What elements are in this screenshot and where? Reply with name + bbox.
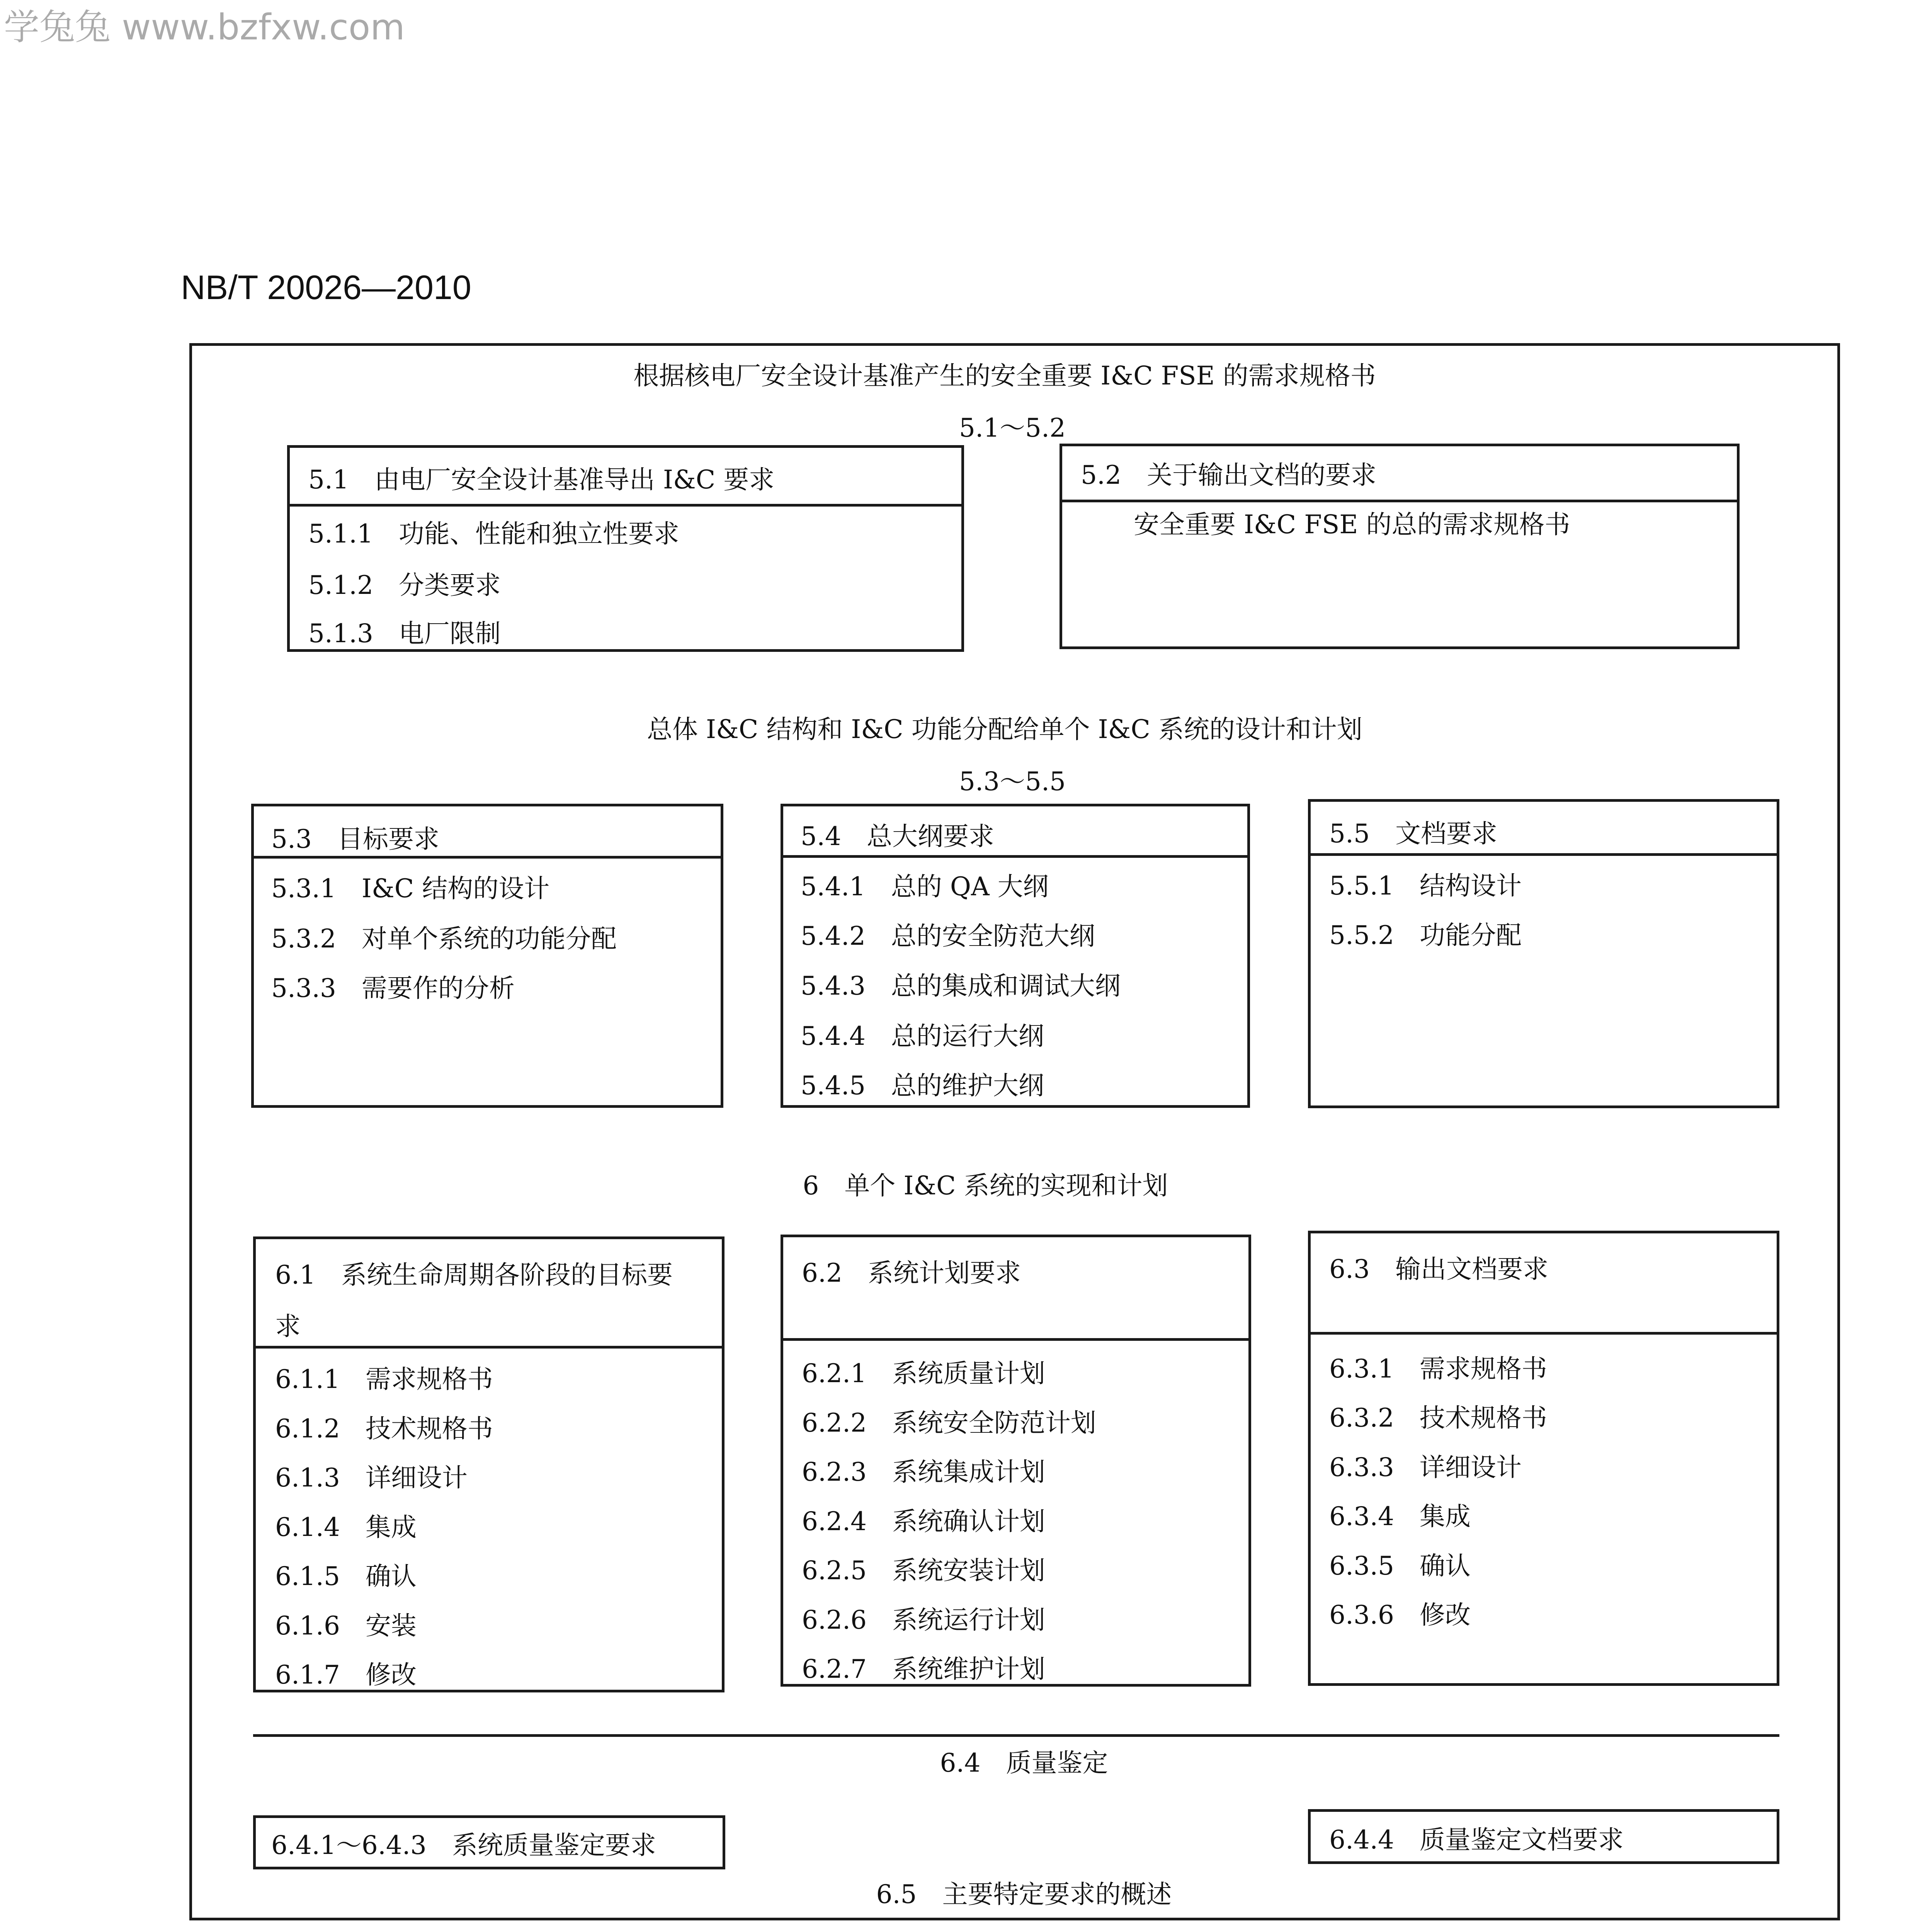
box-5-1-item: 5.1.3 电厂限制	[308, 619, 501, 648]
box-5-2	[1060, 444, 1740, 649]
box-6-1-item: 6.1.6 安装	[275, 1611, 417, 1641]
section-6-title: 6 单个 I&C 系统的实现和计划	[803, 1171, 1168, 1201]
box-5-4-item: 5.4.1 总的 QA 大纲	[801, 872, 1049, 901]
divider	[253, 1734, 1779, 1737]
box-6-2	[781, 1235, 1251, 1687]
box-6-2-item: 6.2.5 系统安装计划	[802, 1556, 1045, 1585]
box-6-2-title: 6.2 系统计划要求	[802, 1258, 1021, 1288]
box-6-1-item: 6.1.2 技术规格书	[275, 1414, 493, 1444]
box-5-4-title: 5.4 总大纲要求	[801, 821, 994, 851]
top-title: 根据核电厂安全设计基准产生的安全重要 I&C FSE 的需求规格书	[633, 361, 1376, 391]
box-5-3	[251, 804, 723, 1108]
box-6-4-4-label: 6.4.4 质量鉴定文档要求	[1329, 1825, 1624, 1855]
watermark: 学兔兔 www.bzfxw.com	[4, 7, 405, 48]
box-5-1	[287, 445, 964, 652]
box-6-1-title: 6.1 系统生命周期各阶段的目标要	[275, 1260, 673, 1290]
box-6-2-item: 6.2.7 系统维护计划	[802, 1654, 1045, 1684]
box-5-4-item: 5.4.3 总的集成和调试大纲	[801, 971, 1121, 1001]
box-6-1-item: 6.1.3 详细设计	[275, 1463, 468, 1493]
box-6-1-title-cont: 求	[275, 1311, 301, 1341]
box-5-4-item: 5.4.2 总的安全防范大纲	[801, 921, 1095, 951]
box-6-1-item: 6.1.4 集成	[275, 1512, 417, 1542]
box-5-2-title: 5.2 关于输出文档的要求	[1081, 460, 1376, 490]
box-5-4	[781, 804, 1250, 1108]
standard-number: NB/T 20026—2010	[181, 268, 471, 306]
box-6-2-item: 6.2.3 系统集成计划	[802, 1457, 1045, 1487]
box-6-1-item: 6.1.5 确认	[275, 1561, 417, 1591]
box-5-4-item: 5.4.5 总的维护大纲	[801, 1071, 1044, 1100]
box-6-2-item: 6.2.6 系统运行计划	[802, 1605, 1045, 1635]
box-5-5-title: 5.5 文档要求	[1329, 819, 1497, 849]
box-5-1-item: 5.1.1 功能、性能和独立性要求	[308, 519, 679, 549]
section-6-4-title: 6.4 质量鉴定	[940, 1748, 1108, 1778]
box-6-3-item: 6.3.1 需求规格书	[1329, 1354, 1547, 1384]
top-range: 5.1～5.2	[959, 413, 1066, 443]
box-5-3-item: 5.3.1 I&C 结构的设计	[271, 874, 550, 903]
box-6-3-item: 6.3.4 集成	[1329, 1502, 1471, 1531]
box-5-3-item: 5.3.2 对单个系统的功能分配	[271, 924, 617, 954]
box-6-3	[1308, 1231, 1779, 1686]
box-5-5	[1308, 799, 1779, 1108]
box-5-5-item: 5.5.1 结构设计	[1329, 871, 1522, 901]
box-6-4-1-label: 6.4.1～6.4.3 系统质量鉴定要求	[271, 1830, 656, 1860]
box-5-1-title: 5.1 由电厂安全设计基准导出 I&C 要求	[308, 465, 775, 495]
box-6-2-item: 6.2.4 系统确认计划	[802, 1507, 1045, 1536]
box-6-2-item: 6.2.2 系统安全防范计划	[802, 1408, 1096, 1438]
mid-title: 总体 I&C 结构和 I&C 功能分配给单个 I&C 系统的设计和计划	[647, 714, 1362, 744]
box-6-3-item: 6.3.3 详细设计	[1329, 1452, 1522, 1482]
box-5-2-item: 安全重要 I&C FSE 的总的需求规格书	[1134, 510, 1570, 539]
box-6-2-item: 6.2.1 系统质量计划	[802, 1359, 1045, 1388]
box-5-5-item: 5.5.2 功能分配	[1329, 920, 1522, 950]
box-6-1-item: 6.1.1 需求规格书	[275, 1364, 493, 1394]
box-5-4-item: 5.4.4 总的运行大纲	[801, 1021, 1044, 1051]
box-6-3-title: 6.3 输出文档要求	[1329, 1254, 1548, 1284]
box-6-4-4	[1308, 1809, 1779, 1864]
box-6-1-item: 6.1.7 修改	[275, 1660, 417, 1690]
box-6-3-item: 6.3.5 确认	[1329, 1551, 1471, 1581]
box-6-3-item: 6.3.6 修改	[1329, 1600, 1471, 1630]
box-5-3-item: 5.3.3 需要作的分析	[271, 973, 515, 1003]
box-6-4-1	[253, 1815, 725, 1869]
box-6-1	[253, 1236, 724, 1692]
mid-range: 5.3～5.5	[959, 767, 1066, 796]
section-6-5-title: 6.5 主要特定要求的概述	[876, 1879, 1172, 1909]
box-6-3-item: 6.3.2 技术规格书	[1329, 1403, 1547, 1433]
box-5-1-item: 5.1.2 分类要求	[308, 570, 501, 600]
box-5-3-title: 5.3 目标要求	[271, 824, 439, 854]
